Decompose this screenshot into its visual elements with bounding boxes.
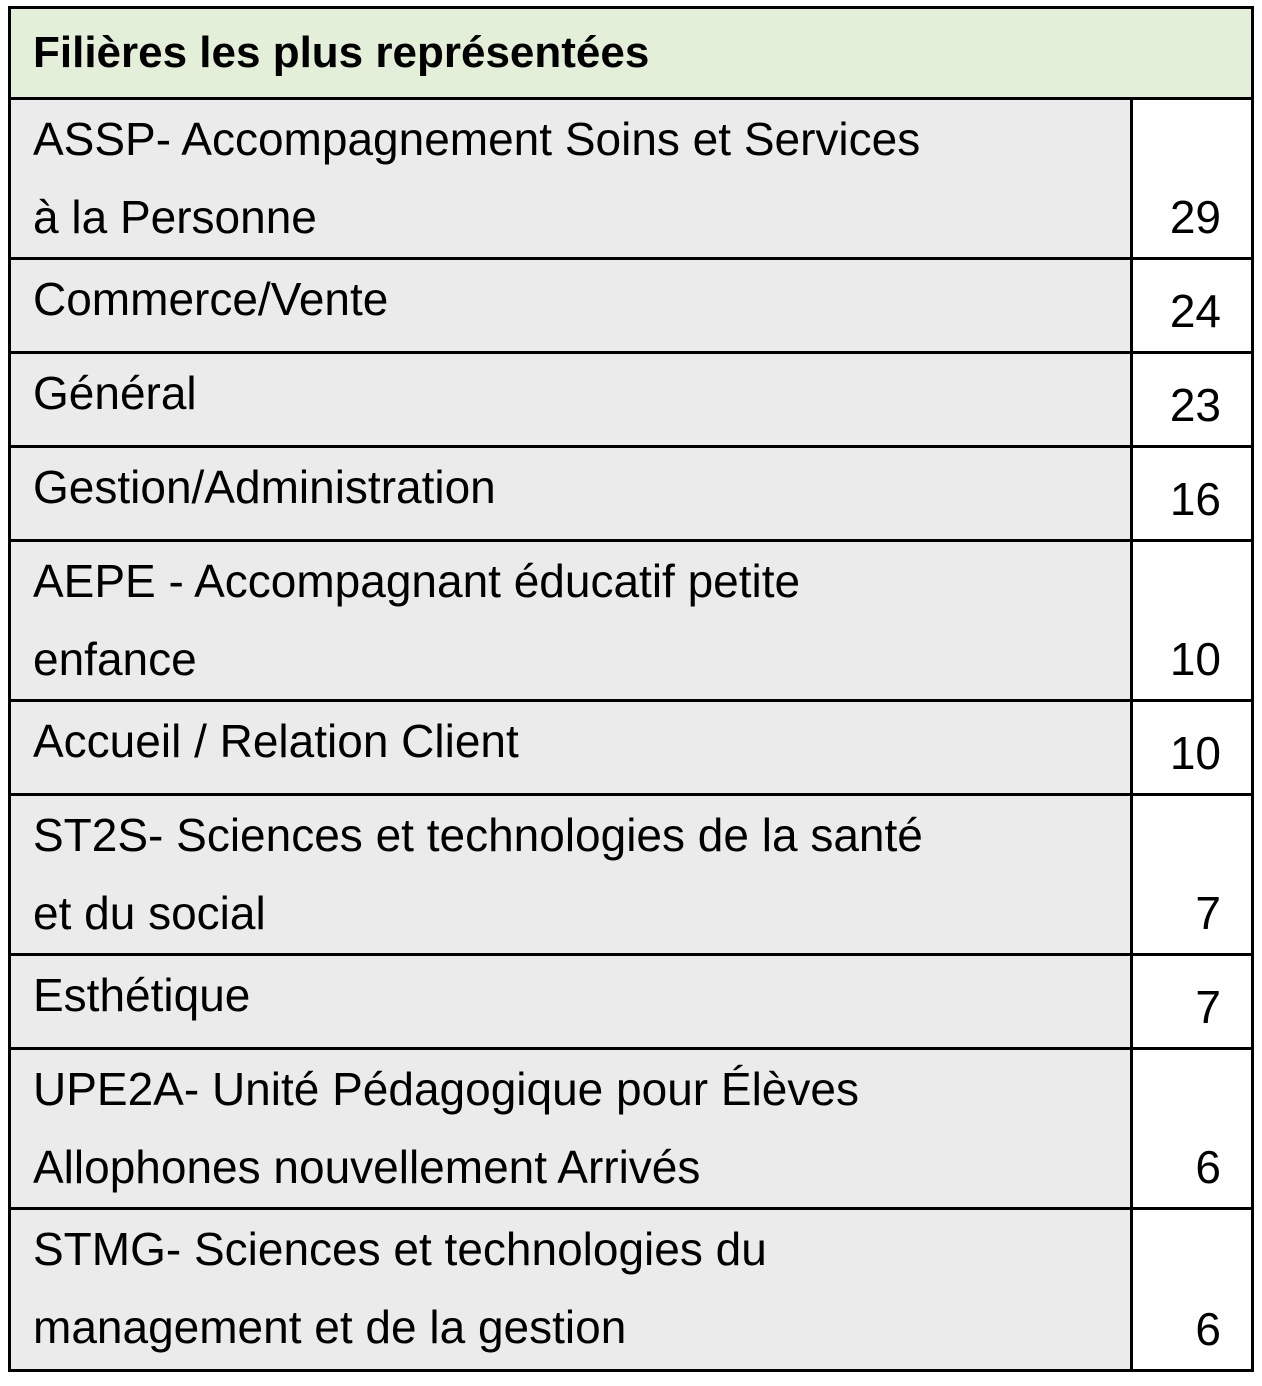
table-header <box>11 9 1251 100</box>
row-label-cont: enfance <box>33 633 197 685</box>
row-value: 24 <box>1169 285 1221 337</box>
row-label: ASSP- Accompagnement Soins et Services <box>33 113 921 165</box>
table-row <box>11 448 1251 542</box>
row-value: 23 <box>1169 379 1221 431</box>
value-cell <box>1130 796 1251 953</box>
table-row <box>11 354 1251 448</box>
value-cell <box>1130 1050 1251 1207</box>
row-label: Esthétique <box>33 969 251 1021</box>
row-label-cont: Allophones nouvellement Arrivés <box>33 1141 701 1193</box>
value-cell <box>1130 448 1251 539</box>
value-cell <box>1130 354 1251 445</box>
row-value: 6 <box>1195 1303 1221 1355</box>
value-cell <box>1130 542 1251 699</box>
value-cell <box>1130 1210 1251 1369</box>
row-label: Général <box>33 367 197 419</box>
table-row <box>11 100 1251 260</box>
row-label: AEPE - Accompagnant éducatif petite <box>33 555 801 607</box>
row-value: 7 <box>1195 887 1221 939</box>
value-cell <box>1130 100 1251 257</box>
row-label: Accueil / Relation Client <box>33 715 519 767</box>
filieres-table <box>8 6 1254 1372</box>
table-row <box>11 1210 1251 1369</box>
row-label: ST2S- Sciences et technologies de la santé <box>33 809 923 861</box>
row-value: 10 <box>1169 727 1221 779</box>
row-value: 7 <box>1195 981 1221 1033</box>
row-label: Gestion/Administration <box>33 461 496 513</box>
table-row <box>11 542 1251 702</box>
row-value: 6 <box>1195 1141 1221 1193</box>
table-title: Filières les plus représentées <box>33 28 650 77</box>
table-row <box>11 956 1251 1050</box>
row-label-cont: management et de la gestion <box>33 1301 627 1353</box>
row-value: 10 <box>1169 633 1221 685</box>
row-value: 16 <box>1169 473 1221 525</box>
table-row <box>11 1050 1251 1210</box>
row-label-cont: à la Personne <box>33 191 317 243</box>
row-label: UPE2A- Unité Pédagogique pour Élèves <box>33 1063 859 1115</box>
row-label: STMG- Sciences et technologies du <box>33 1223 767 1275</box>
value-cell <box>1130 956 1251 1047</box>
row-label-cont: et du social <box>33 887 266 939</box>
row-value: 29 <box>1169 191 1221 243</box>
value-cell <box>1130 702 1251 793</box>
value-cell <box>1130 260 1251 351</box>
table-row <box>11 796 1251 956</box>
table-row <box>11 702 1251 796</box>
table-row <box>11 260 1251 354</box>
row-label: Commerce/Vente <box>33 273 389 325</box>
